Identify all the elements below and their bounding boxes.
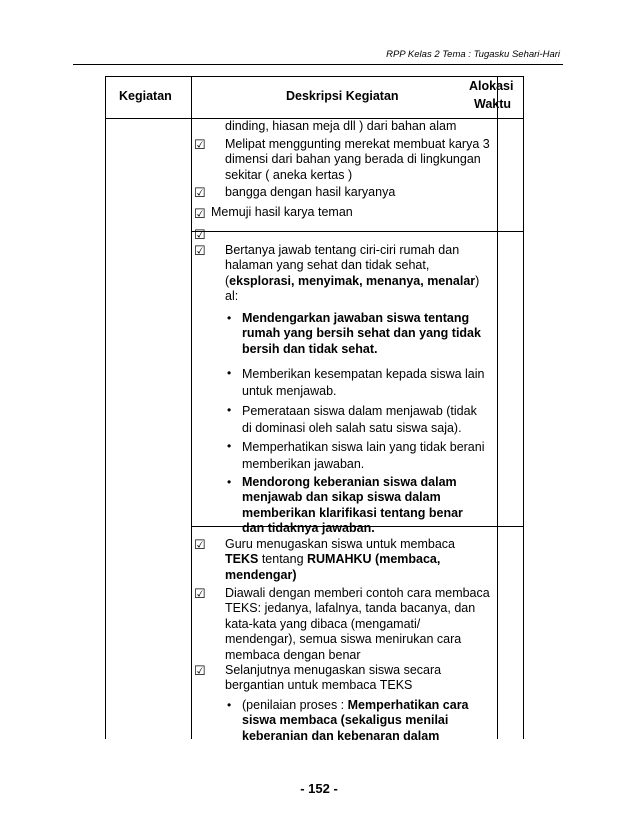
line <box>225 568 496 583</box>
text: eksplorasi, menyimak, menanya, menalar <box>229 273 476 288</box>
bullet-icon: • <box>227 439 232 453</box>
line: Memberikan kesempatan kepada siswa lain <box>242 367 485 381</box>
activity-table <box>105 76 523 743</box>
checkbox-icon: ☑ <box>194 586 206 601</box>
line: memberikan jawaban. <box>242 457 365 471</box>
header-deskripsi: Deskripsi Kegiatan <box>286 89 399 103</box>
line: Melipat menggunting merekat membuat karya 3 <box>225 137 490 151</box>
line <box>242 729 496 744</box>
line: Memperhatikan siswa lain yang tidak berani <box>242 440 485 454</box>
line: dimensi dari bahan yang berada di lingkungan <box>225 152 481 167</box>
checkbox-icon: ☑ <box>194 137 206 152</box>
table-col-divider-2 <box>497 76 498 739</box>
line: bergantian untuk membaca TEKS <box>225 678 413 693</box>
checkbox-icon: ☑ <box>194 227 206 242</box>
line: Selanjutnya menugaskan siswa secara <box>225 663 442 677</box>
checkbox-icon: ☑ <box>194 663 206 678</box>
bullet-icon: • <box>227 403 232 417</box>
line: rumah yang bersih sehat dan yang tidak <box>242 326 481 341</box>
bullet-item <box>242 311 496 357</box>
line: Diawali dengan memberi contoh cara membaca <box>225 586 490 600</box>
checkbox-icon: ☑ <box>194 537 206 552</box>
list-item <box>225 243 496 305</box>
text: mendengar) <box>225 567 297 582</box>
line: Mendorong keberanian siswa dalam <box>242 475 457 489</box>
cont-line: dinding, hiasan meja dll ) dari bahan alam <box>225 119 457 133</box>
list-item <box>225 586 496 663</box>
line: menjawab dan sikap siswa dalam <box>242 490 441 505</box>
text: Memperhatikan cara <box>347 698 469 712</box>
line <box>225 552 496 567</box>
text: RUMAHKU (membaca, <box>307 552 441 567</box>
line: bersih dan tidak sehat. <box>242 341 378 356</box>
line: Bertanya jawab tentang ciri-ciri rumah dan <box>225 243 460 257</box>
checkbox-icon: ☑ <box>194 243 206 258</box>
bullet-item <box>242 439 496 473</box>
line <box>242 698 496 713</box>
bullet-icon: • <box>227 698 232 712</box>
text: TEKS <box>225 552 259 567</box>
line: membaca dengan benar <box>225 647 361 662</box>
header-alokasi-line2: Waktu <box>474 97 512 111</box>
text: (penilaian proses : <box>242 698 348 712</box>
bullet-item <box>242 698 496 744</box>
text: tentang <box>258 552 307 567</box>
line: TEKS: jedanya, lafalnya, tanda bacanya, dan <box>225 601 476 616</box>
bullet-icon: • <box>227 311 232 325</box>
line: memberikan klarifikasi tentang benar <box>242 505 463 520</box>
line: kata-kata yang dibaca (mengamati/ <box>225 616 421 631</box>
text: siswa membaca (sekaligus menilai <box>242 713 449 728</box>
line: dan tidaknya jawaban. <box>242 521 375 536</box>
line: mendengar), semua siswa menirukan cara <box>225 632 462 647</box>
bullet-item <box>242 403 496 437</box>
table-col-divider-1 <box>191 76 192 739</box>
text: ( <box>225 273 230 288</box>
table-border-right <box>523 76 524 739</box>
header-kegiatan: Kegiatan <box>119 89 172 103</box>
checkbox-icon: ☑ <box>194 185 206 200</box>
list-item <box>225 137 496 183</box>
line: halaman yang sehat dan tidak sehat, <box>225 258 430 273</box>
text: keberanian dan kebenaran dalam <box>242 728 440 743</box>
line <box>225 274 496 289</box>
line: al: <box>225 289 239 304</box>
table-border-top <box>105 76 523 77</box>
list-item <box>225 537 496 583</box>
line: untuk menjawab. <box>242 384 337 398</box>
line: di dominasi oleh salah satu siswa saja). <box>242 421 462 435</box>
line <box>242 713 496 728</box>
page-number: - 152 - <box>300 781 338 796</box>
bullet-item <box>242 366 496 400</box>
header-alokasi-line1: Alokasi <box>469 79 514 93</box>
section-2 <box>194 231 496 536</box>
list-item: bangga dengan hasil karyanya <box>225 185 396 199</box>
text: ) <box>475 273 480 288</box>
list-item: Memuji hasil karya teman <box>211 205 353 219</box>
header-rule <box>73 64 563 65</box>
bullet-icon: • <box>227 475 232 489</box>
table-border-left <box>105 76 106 739</box>
line: sekitar ( aneka kertas ) <box>225 167 353 182</box>
running-header: RPP Kelas 2 Tema : Tugasku Sehari-Hari <box>386 49 560 60</box>
line: Mendengarkan jawaban siswa tentang <box>242 311 470 325</box>
section-3 <box>194 526 496 743</box>
line: Pemerataan siswa dalam menjawab (tidak <box>242 404 477 418</box>
section-1 <box>194 118 496 242</box>
bullet-icon: • <box>227 366 232 380</box>
list-item <box>225 663 496 694</box>
checkbox-icon: ☑ <box>194 206 206 221</box>
line: Guru menugaskan siswa untuk membaca <box>225 537 455 551</box>
